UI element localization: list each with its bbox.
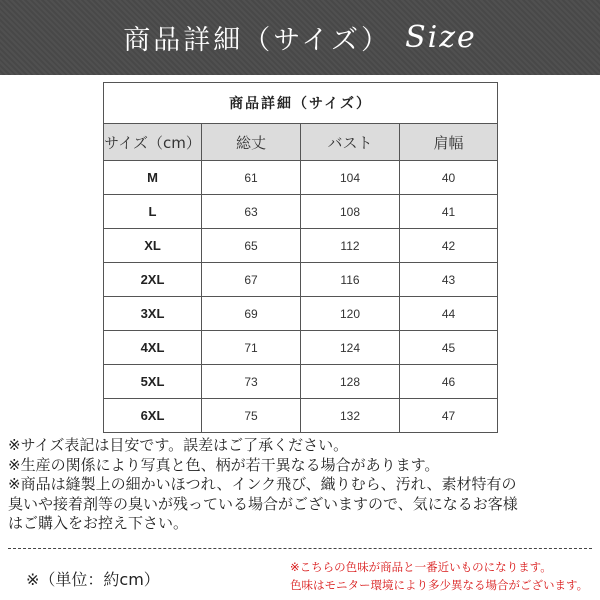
length-cell: 69 (202, 297, 301, 331)
bust-cell: 128 (301, 365, 400, 399)
table-row (104, 229, 498, 263)
size-cell: 6XL (104, 399, 202, 433)
banner-script-text: Size (405, 20, 477, 55)
shoulder-cell: 42 (400, 229, 498, 263)
length-cell: 73 (202, 365, 301, 399)
length-cell: 63 (202, 195, 301, 229)
table-row (104, 297, 498, 331)
table-row (104, 263, 498, 297)
header-size: サイズ（cm） (104, 124, 202, 161)
bust-cell: 116 (301, 263, 400, 297)
size-cell: 5XL (104, 365, 202, 399)
shoulder-cell: 43 (400, 263, 498, 297)
color-note-line: ※こちらの色味が商品と一番近いものになります。 (290, 560, 552, 574)
shoulder-cell: 46 (400, 365, 498, 399)
table-row (104, 399, 498, 433)
size-cell: 2XL (104, 263, 202, 297)
bust-cell: 108 (301, 195, 400, 229)
table-row (104, 161, 498, 195)
note-line: 臭いや接着剤等の臭いが残っている場合がございますので、気になるお客様 (8, 494, 518, 513)
color-disclaimer (290, 558, 596, 594)
note-line: ※生産の関係により写真と色、柄が若干異なる場合があります。 (8, 455, 440, 474)
header-length: 総丈 (202, 124, 301, 161)
bust-cell: 112 (301, 229, 400, 263)
note-line: ※商品は縫製上の細かいほつれ、インク飛び、織りむら、汚れ、素材特有の (8, 475, 517, 493)
header-shoulder: 肩幅 (400, 124, 498, 161)
bust-cell: 124 (301, 331, 400, 365)
table-row (104, 365, 498, 399)
bust-cell: 120 (301, 297, 400, 331)
size-cell: XL (104, 229, 202, 263)
color-note-line: 色味はモニター環境により多少異なる場合がございます。 (290, 578, 589, 592)
shoulder-cell: 44 (400, 297, 498, 331)
note-line: はご購入をお控え下さい。 (8, 514, 189, 532)
table-caption: 商品詳細（サイズ） (104, 83, 498, 124)
shoulder-cell: 47 (400, 399, 498, 433)
size-cell: M (104, 161, 202, 195)
size-cell: 4XL (104, 331, 202, 365)
title-banner (0, 0, 600, 75)
shoulder-cell: 45 (400, 331, 498, 365)
bust-cell: 132 (301, 399, 400, 433)
table-row (104, 331, 498, 365)
shoulder-cell: 41 (400, 195, 498, 229)
size-table (103, 82, 498, 433)
dashed-divider (8, 548, 592, 549)
shoulder-cell: 40 (400, 161, 498, 195)
header-bust: バスト (301, 124, 400, 161)
banner-title: 商品詳細（サイズ） (123, 25, 392, 56)
length-cell: 75 (202, 399, 301, 433)
size-cell: L (104, 195, 202, 229)
unit-note: ※（単位：約cm） (26, 570, 160, 589)
length-cell: 67 (202, 263, 301, 297)
size-cell: 3XL (104, 297, 202, 331)
table-row (104, 195, 498, 229)
length-cell: 71 (202, 331, 301, 365)
note-line: ※サイズ表記は目安です。誤差はご了承ください。 (8, 436, 349, 454)
length-cell: 65 (202, 229, 301, 263)
length-cell: 61 (202, 161, 301, 195)
bust-cell: 104 (301, 161, 400, 195)
notes-block (8, 436, 598, 534)
